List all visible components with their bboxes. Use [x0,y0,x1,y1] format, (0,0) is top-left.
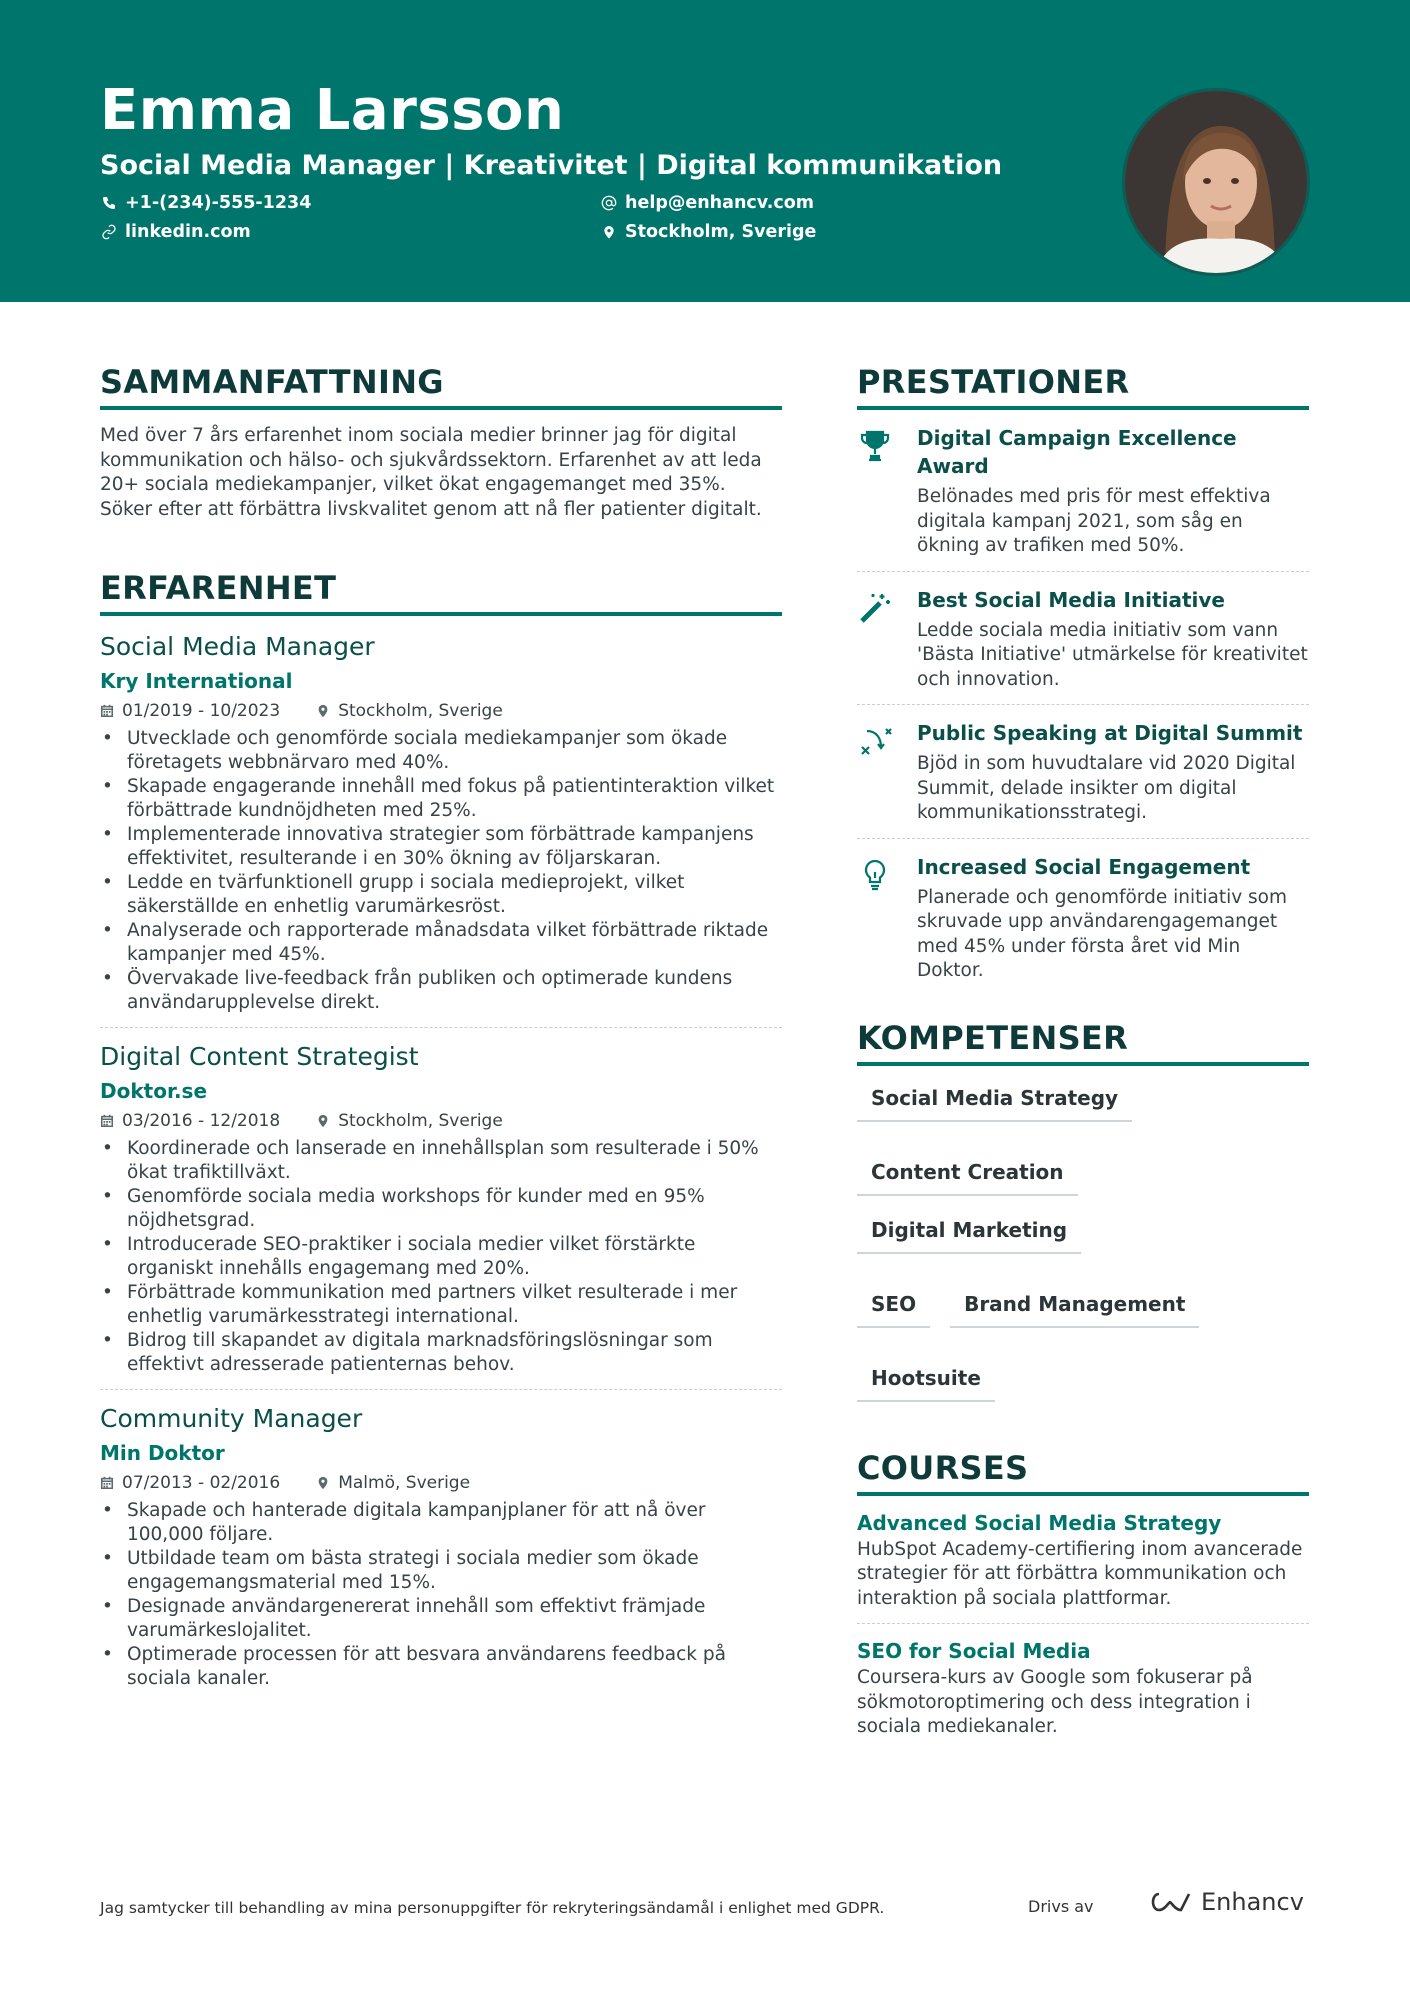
course-title[interactable]: SEO for Social Media [857,1639,1091,1663]
portrait-image [1125,91,1310,276]
right-column [857,362,1309,1766]
magic-wand-icon [857,586,897,693]
skills-section [857,1018,1309,1402]
achievement-item [857,424,1309,572]
course-title[interactable]: Advanced Social Media Strategy [857,1510,1222,1535]
experience-heading: ERFARENHET [100,568,782,616]
job-entry [100,1402,782,1703]
location-pin-icon [316,704,330,718]
contact-linkedin[interactable] [101,222,251,242]
achievement-item [857,719,1309,839]
achievements-section [857,362,1309,996]
achievement-item [857,586,1309,706]
job-dates: 01/2019 - 10/2023 [122,701,281,721]
location-pin-icon [316,1114,330,1128]
skill-tag: Social Media Strategy [857,1080,1132,1122]
job-company: Kry International [100,669,293,693]
skill-tag: SEO [857,1286,930,1328]
job-location: Stockholm, Sverige [338,1111,503,1131]
resume-header [0,0,1410,302]
email-text: help@enhancv.com [625,193,815,213]
job-bullet: • Introducerade SEO-praktiker i sociala medier vilket förstärkte organiskt innehålls engagemang med 20%. [100,1233,782,1281]
job-location: Malmö, Sverige [338,1473,471,1493]
achievement-list [857,424,1309,996]
achievement-description: Belönades med pris för mest effektiva digitala kampanj 2021, som såg en ökning av trafiken med 50%. [917,486,1271,556]
skill-tag: Brand Management [950,1286,1199,1328]
calendar-icon [100,1114,114,1128]
powered-by-label: Drivs av [1028,1897,1094,1916]
location-pin-icon [316,1476,330,1490]
summary-heading: SAMMANFATTNING [100,362,782,410]
achievement-title: Digital Campaign Excellence Award [917,426,1237,478]
trophy-icon [857,424,897,559]
job-bullet: • Skapade och hanterade digitala kampanjplaner för att nå över 100,000 följare. [100,1499,782,1547]
achievement-title: Public Speaking at Digital Summit [917,721,1303,745]
skills-heading: KOMPETENSER [857,1018,1309,1066]
skill-tag: Content Creation [857,1154,1078,1196]
skill-list [857,1080,1309,1402]
course-item [857,1638,1309,1752]
job-role: Community Manager [100,1404,363,1433]
job-bullets [100,1137,782,1377]
candidate-headline: Social Media Manager | Kreativitet | Digital kommunikation [100,150,1003,181]
job-role: Social Media Manager [100,632,375,661]
job-company: Min Doktor [100,1441,225,1465]
course-item [857,1510,1309,1625]
achievement-description: Ledde sociala media initiativ som vann 'Bästa Initiative' utmärkelse för kreativitet och innovation. [917,619,1308,690]
courses-section [857,1448,1309,1752]
lightbulb-icon [857,853,897,984]
achievement-description: Planerade och genomförde initiativ som skruvade upp användarengagemanget med 45% under första året vid Min Doktor. [917,886,1288,981]
job-bullet: • Koordinerade och lanserade en innehållsplan som resulterade i 50% ökat trafiktillväxt. [100,1137,782,1185]
job-bullets [100,727,782,1015]
summary-text: Med över 7 års erfarenhet inom sociala medier brinner jag för digital kommunikation och hälso- och sjukvårdssektorn. Erfarenhet av att leda 20+ sociala mediekampanjer, vilket ökat engagemanget med 35%. Söker efter att förbättra livskvalitet genom att nå fler patienter digitalt. [100,425,762,520]
linkedin-text: linkedin.com [125,222,251,242]
at-icon [601,195,617,211]
contact-phone[interactable] [101,193,311,213]
job-location: Stockholm, Sverige [338,701,503,721]
experience-section [100,568,782,1703]
summary-section [100,362,782,522]
job-list [100,630,782,1703]
calendar-icon [100,1476,114,1490]
job-bullet: • Skapade engagerande innehåll med fokus på patientinteraktion vilket förbättrade kundnöjdheten med 25%. [100,775,782,823]
job-entry [100,1040,782,1390]
achievement-title: Best Social Media Initiative [917,587,1225,612]
job-dates: 03/2016 - 12/2018 [122,1111,281,1131]
achievements-heading: PRESTATIONER [857,362,1309,410]
skill-tag: Hootsuite [857,1360,995,1402]
link-icon [101,224,117,240]
job-bullet: • Övervakade live-feedback från publiken och optimerade kundens användarupplevelse direkt. [100,967,782,1015]
job-bullet: • Utvecklade och genomförde sociala mediekampanjer som ökade företagets webbnärvaro med 40%. [100,727,782,775]
achievement-description: Bjöd in som huvudtalare vid 2020 Digital Summit, delade insikter om digital kommunikationsstrategi. [917,753,1296,823]
job-bullet: • Ledde en tvärfunktionell grupp i sociala medieprojekt, vilket säkerställde en enhetlig varumärkesröst. [100,871,782,919]
course-list [857,1510,1309,1752]
enhancv-logo[interactable] [1147,1888,1304,1916]
job-bullet: • Genomförde sociala media workshops för kunder med en 95% nöjdhetsgrad. [100,1185,782,1233]
phone-text: +1-(234)-555-1234 [125,193,312,213]
candidate-name: Emma Larsson [100,78,565,143]
courses-heading: COURSES [857,1448,1309,1496]
enhancv-logo-icon [1147,1890,1193,1914]
job-bullet: • Optimerade processen för att besvara användarens feedback på sociala kanaler. [100,1643,782,1691]
job-bullets [100,1499,782,1691]
gdpr-consent: Jag samtycker till behandling av mina personuppgifter för rekryteringsändamål i enlighet med GDPR. [100,1899,885,1917]
job-dates: 07/2013 - 02/2016 [122,1473,281,1493]
job-bullet: • Analyserade och rapporterade månadsdata vilket förbättrade riktade kampanjer med 45%. [100,919,782,967]
phone-icon [101,195,117,211]
job-bullet: • Bidrog till skapandet av digitala marknadsföringslösningar som effektivt adresserade patienternas behov. [100,1329,782,1377]
course-description: HubSpot Academy-certifiering inom avancerade strategier för att förbättra kommunikation och interaktion på sociala plattformar. [857,1538,1303,1609]
skill-tag: Digital Marketing [857,1212,1081,1254]
job-meta [100,699,782,723]
achievement-title: Increased Social Engagement [917,854,1251,879]
course-description: Coursera-kurs av Google som fokuserar på sökmotoroptimering och dess integration i sociala mediekanaler. [857,1667,1253,1737]
job-bullet: • Implementerade innovativa strategier som förbättrade kampanjens effektivitet, resulterande i en 30% ökning av följarskaran. [100,823,782,871]
job-role: Digital Content Strategist [100,1042,419,1071]
job-meta [100,1109,782,1133]
left-column [100,362,782,1703]
job-entry [100,630,782,1028]
contact-email[interactable] [601,193,814,213]
job-bullet: • Utbildade team om bästa strategi i sociala medier som ökade engagemangsmaterial med 15%. [100,1547,782,1595]
location-text: Stockholm, Sverige [625,222,817,242]
calendar-icon [100,704,114,718]
location-pin-icon [601,224,617,240]
profile-photo [1122,88,1310,276]
achievement-item [857,853,1309,996]
job-bullet: • Designade användargenererat innehåll som effektivt främjade varumärkeslojalitet. [100,1595,782,1643]
strategy-icon [857,719,897,826]
job-bullet: • Förbättrade kommunikation med partners vilket resulterade i mer enhetlig varumärkesstrategi international. [100,1281,782,1329]
contact-location [601,222,816,242]
job-company: Doktor.se [100,1079,208,1103]
job-meta [100,1471,782,1495]
brand-name: Enhancv [1201,1888,1304,1916]
